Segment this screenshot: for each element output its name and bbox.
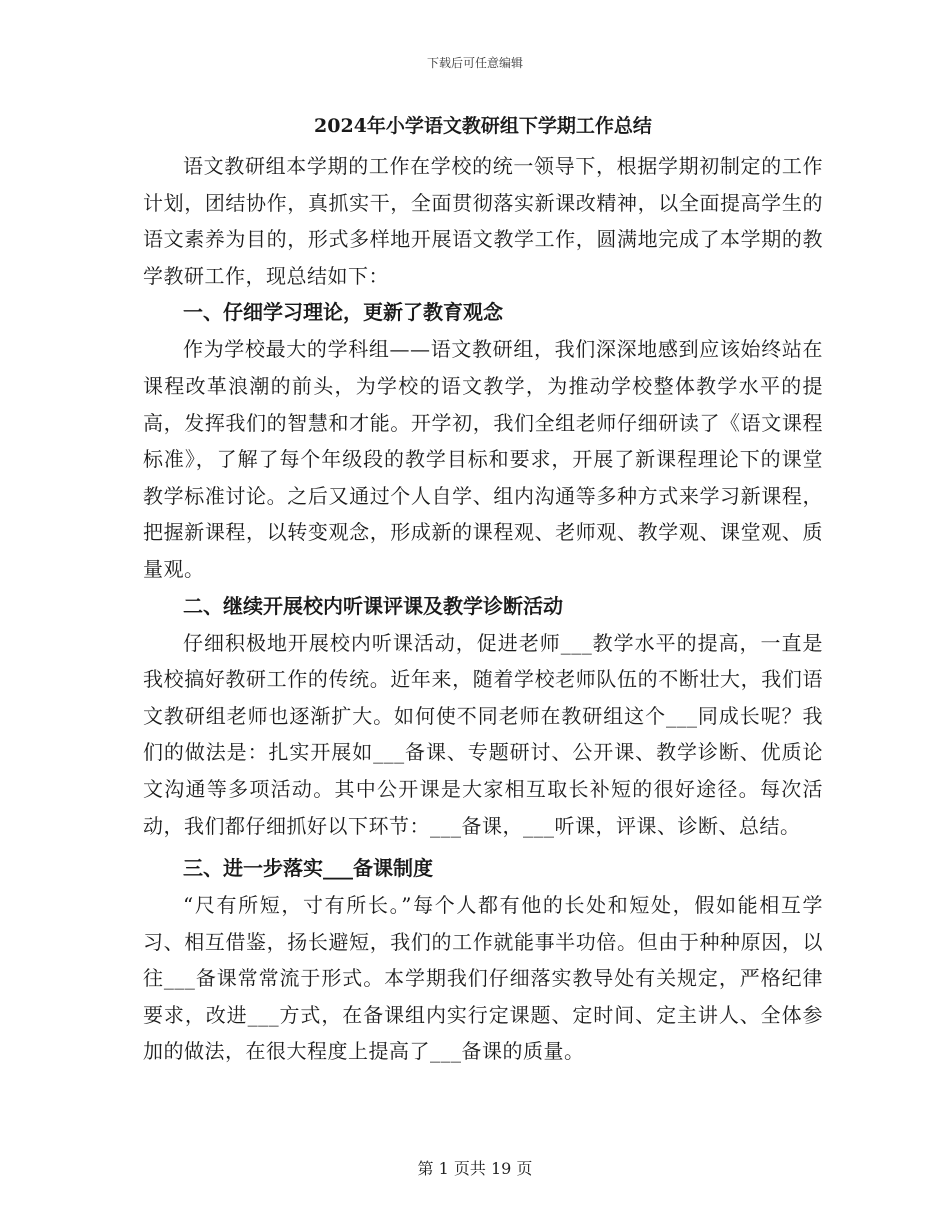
intro-paragraph: 语文教研组本学期的工作在学校的统一领导下，根据学期初制定的工作计划，团结协作，真抓实干，全面贯彻落实新课改精神，以全面提高学生的语文素养为目的，形式多样地开展语文教学工作，圆满地完成了本学期的教学教研工作，现总结如下： xyxy=(143,154,823,288)
page-header-note: 下载后可任意编辑 xyxy=(426,56,523,70)
section-heading-1: 一、仔细学习理论，更新了教育观念 xyxy=(183,300,503,325)
document-body xyxy=(143,112,823,1070)
section-heading-3: 三、进一步落实___备课制度 xyxy=(183,856,433,881)
section-3-paragraph: “尺有所短，寸有所长。”每个人都有他的长处和短处，假如能相互学习、相互借鉴，扬长避短，我们的工作就能事半功倍。但由于种种原因，以往___备课常常流于形式。本学期我们仔细落实教导处有关规定，严格纪律要求，改进___方式，在备课组内实行定课题、定时间、定主讲人、全体参加的做法，在很大程度上提高了___备课的质量。 xyxy=(143,893,823,1064)
page-number: 第 1 页共 19 页 xyxy=(417,1159,533,1178)
document-title: 2024年小学语文教研组下学期工作总结 xyxy=(314,115,652,137)
section-2-paragraph: 仔细积极地开展校内听课活动，促进老师___教学水平的提高，一直是我校搞好教研工作的传统。近年来，随着学校老师队伍的不断壮大，我们语文教研组老师也逐渐扩大。如何使不同老师在教研组这个___同成长呢？我们的做法是：扎实开展如___备课、专题研讨、公开课、教学诊断、优质论文沟通等多项活动。其中公开课是大家相互取长补短的很好途径。每次活动，我们都仔细抓好以下环节：___备课，___听课，评课、诊断、总结。 xyxy=(143,630,823,838)
section-heading-2: 二、继续开展校内听课评课及教学诊断活动 xyxy=(183,593,563,618)
section-1-paragraph: 作为学校最大的学科组——语文教研组，我们深深地感到应该始终站在课程改革浪潮的前头，为学校的语文教学，为推动学校整体教学水平的提高，发挥我们的智慧和才能。开学初，我们全组老师仔细研读了《语文课程标准》，了解了每个年级段的教学目标和要求，开展了新课程理论下的课堂教学标准讨论。之后又通过个人自学、组内沟通等多种方式来学习新课程，把握新课程，以转变观念，形成新的课程观、老师观、教学观、课堂观、质量观。 xyxy=(143,337,823,581)
